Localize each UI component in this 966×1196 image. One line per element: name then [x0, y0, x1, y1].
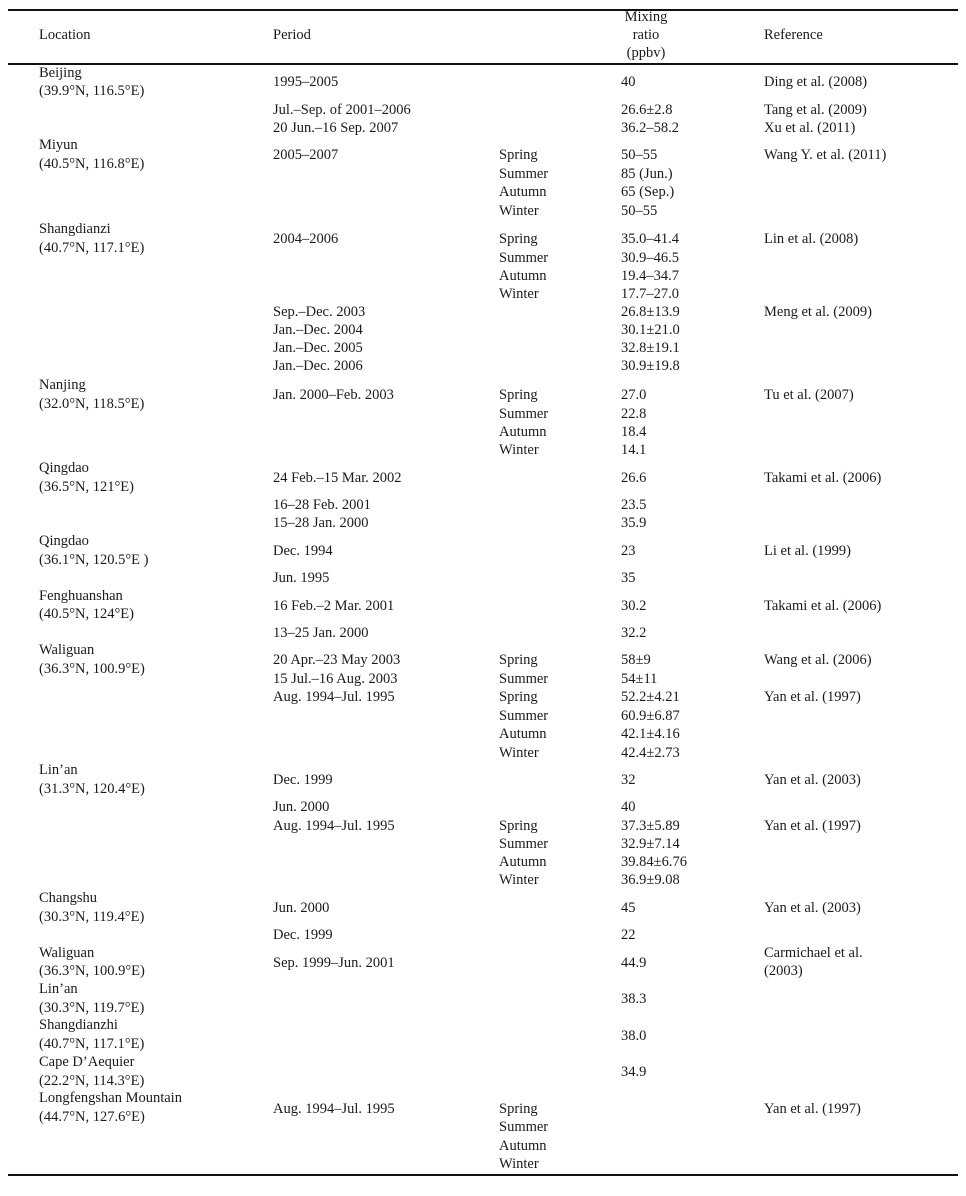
cell-location: (40.7°N, 117.1°E) [39, 240, 145, 256]
cell-reference: Meng et al. (2009) [764, 304, 872, 320]
cell-location: (39.9°N, 116.5°E) [39, 83, 145, 99]
cell-ratio: 40 [621, 799, 636, 815]
cell-reference: Yan et al. (1997) [764, 689, 861, 705]
cell-period: 15 Jul.–16 Aug. 2003 [273, 671, 398, 687]
cell-period: 13–25 Jan. 2000 [273, 625, 369, 641]
header-mixing-ratio-line: Mixing [624, 9, 668, 25]
cell-reference: Tang et al. (2009) [764, 102, 867, 118]
cell-location: (40.7°N, 117.1°E) [39, 1036, 145, 1052]
cell-ratio: 42.4±2.73 [621, 745, 680, 761]
cell-ratio: 22 [621, 927, 636, 943]
cell-season: Autumn [499, 1138, 547, 1154]
cell-ratio: 32.8±19.1 [621, 340, 680, 356]
cell-period: 16 Feb.–2 Mar. 2001 [273, 598, 395, 614]
cell-ratio: 18.4 [621, 424, 647, 440]
cell-ratio: 32.2 [621, 625, 647, 641]
cell-season: Winter [499, 286, 539, 302]
cell-season: Spring [499, 689, 538, 705]
cell-location: Lin’an [39, 762, 78, 778]
cell-ratio: 52.2±4.21 [621, 689, 680, 705]
cell-ratio: 85 (Jun.) [621, 166, 673, 182]
cell-period: Jul.–Sep. of 2001–2006 [273, 102, 411, 118]
cell-ratio: 14.1 [621, 442, 647, 458]
cell-period: 16–28 Feb. 2001 [273, 497, 371, 513]
cell-period: Jan.–Dec. 2005 [273, 340, 363, 356]
header-rule [8, 63, 958, 65]
cell-ratio: 45 [621, 900, 636, 916]
cell-ratio: 50–55 [621, 203, 658, 219]
cell-reference: (2003) [764, 963, 803, 979]
cell-location: Waliguan [39, 642, 95, 658]
cell-reference: Yan et al. (2003) [764, 900, 861, 916]
header-mixing-ratio [600, 8, 692, 62]
cell-ratio: 19.4–34.7 [621, 268, 679, 284]
cell-ratio: 30.1±21.0 [621, 322, 680, 338]
cell-ratio: 30.9–46.5 [621, 250, 679, 266]
cell-ratio: 32 [621, 772, 636, 788]
cell-period: Aug. 1994–Jul. 1995 [273, 818, 395, 834]
cell-location: Waliguan [39, 945, 95, 961]
cell-period: 2005–2007 [273, 147, 339, 163]
cell-ratio: 60.9±6.87 [621, 708, 680, 724]
cell-reference: Yan et al. (2003) [764, 772, 861, 788]
cell-location: (40.5°N, 116.8°E) [39, 156, 145, 172]
cell-ratio: 22.8 [621, 406, 647, 422]
cell-location: Cape D’Aequier [39, 1054, 135, 1070]
cell-location: Shangdianzi [39, 221, 111, 237]
cell-period: 2004–2006 [273, 231, 339, 247]
cell-ratio: 23 [621, 543, 636, 559]
cell-ratio: 36.9±9.08 [621, 872, 680, 888]
cell-season: Winter [499, 872, 539, 888]
cell-season: Spring [499, 387, 538, 403]
cell-season: Summer [499, 671, 549, 687]
top-rule [8, 9, 958, 11]
header-reference: Reference [764, 27, 823, 43]
cell-location: (22.2°N, 114.3°E) [39, 1073, 145, 1089]
cell-location: (36.3°N, 100.9°E) [39, 963, 145, 979]
cell-season: Winter [499, 203, 539, 219]
cell-season: Winter [499, 442, 539, 458]
cell-reference: Wang et al. (2006) [764, 652, 872, 668]
cell-ratio: 32.9±7.14 [621, 836, 680, 852]
cell-location: Longfengshan Mountain [39, 1090, 182, 1106]
cell-ratio: 17.7–27.0 [621, 286, 679, 302]
cell-season: Spring [499, 231, 538, 247]
cell-ratio: 26.8±13.9 [621, 304, 680, 320]
cell-ratio: 54±11 [621, 671, 658, 687]
cell-reference: Ding et al. (2008) [764, 74, 868, 90]
cell-ratio: 30.2 [621, 598, 647, 614]
cell-period: 20 Jun.–16 Sep. 2007 [273, 120, 399, 136]
cell-period: Sep. 1999–Jun. 2001 [273, 955, 395, 971]
cell-reference: Tu et al. (2007) [764, 387, 854, 403]
cell-season: Autumn [499, 854, 547, 870]
cell-period: Jan. 2000–Feb. 2003 [273, 387, 394, 403]
cell-reference: Lin et al. (2008) [764, 231, 859, 247]
cell-ratio: 23.5 [621, 497, 647, 513]
cell-season: Spring [499, 818, 538, 834]
cell-period: 15–28 Jan. 2000 [273, 515, 369, 531]
cell-season: Summer [499, 166, 549, 182]
cell-period: Dec. 1999 [273, 772, 333, 788]
cell-ratio: 27.0 [621, 387, 647, 403]
cell-period: 1995–2005 [273, 74, 339, 90]
cell-ratio: 35.0–41.4 [621, 231, 679, 247]
cell-location: Beijing [39, 65, 82, 81]
cell-ratio: 42.1±4.16 [621, 726, 680, 742]
cell-location: (36.3°N, 100.9°E) [39, 661, 145, 677]
cell-ratio: 30.9±19.8 [621, 358, 680, 374]
cell-location: (30.3°N, 119.4°E) [39, 909, 145, 925]
cell-season: Autumn [499, 424, 547, 440]
cell-period: Aug. 1994–Jul. 1995 [273, 1101, 395, 1117]
cell-ratio: 38.3 [621, 991, 647, 1007]
cell-reference: Takami et al. (2006) [764, 598, 882, 614]
cell-reference: Xu et al. (2011) [764, 120, 856, 136]
header-period: Period [273, 27, 311, 43]
cell-period: Jun. 2000 [273, 900, 330, 916]
cell-ratio: 65 (Sep.) [621, 184, 675, 200]
cell-season: Autumn [499, 726, 547, 742]
cell-location: (44.7°N, 127.6°E) [39, 1109, 145, 1125]
cell-period: Dec. 1994 [273, 543, 333, 559]
cell-location: Lin’an [39, 981, 78, 997]
cell-ratio: 44.9 [621, 955, 647, 971]
cell-period: Dec. 1999 [273, 927, 333, 943]
cell-ratio: 26.6 [621, 470, 647, 486]
cell-location: (32.0°N, 118.5°E) [39, 396, 145, 412]
header-location: Location [39, 27, 91, 43]
cell-location: (40.5°N, 124°E) [39, 606, 134, 622]
cell-ratio: 35 [621, 570, 636, 586]
bottom-rule [8, 1174, 958, 1176]
cell-location: Shangdianzhi [39, 1017, 118, 1033]
cell-ratio: 26.6±2.8 [621, 102, 673, 118]
cell-season: Spring [499, 1101, 538, 1117]
cell-season: Summer [499, 1119, 549, 1135]
cell-location: Qingdao [39, 460, 89, 476]
cell-period: Jun. 1995 [273, 570, 330, 586]
cell-location: Changshu [39, 890, 97, 906]
cell-period: 24 Feb.–15 Mar. 2002 [273, 470, 402, 486]
cell-location: Qingdao [39, 533, 89, 549]
cell-period: Jan.–Dec. 2004 [273, 322, 363, 338]
cell-reference: Carmichael et al. [764, 945, 863, 961]
cell-location: Fenghuanshan [39, 588, 123, 604]
cell-ratio: 39.84±6.76 [621, 854, 687, 870]
cell-period: Sep.–Dec. 2003 [273, 304, 366, 320]
cell-period: 20 Apr.–23 May 2003 [273, 652, 401, 668]
cell-location: Nanjing [39, 377, 86, 393]
cell-season: Summer [499, 708, 549, 724]
cell-location: (36.5°N, 121°E) [39, 479, 134, 495]
cell-period: Aug. 1994–Jul. 1995 [273, 689, 395, 705]
cell-reference: Wang Y. et al. (2011) [764, 147, 887, 163]
cell-location: (30.3°N, 119.7°E) [39, 1000, 145, 1016]
cell-reference: Li et al. (1999) [764, 543, 851, 559]
cell-season: Summer [499, 406, 549, 422]
cell-season: Autumn [499, 184, 547, 200]
cell-location: (36.1°N, 120.5°E ) [39, 552, 149, 568]
cell-reference: Takami et al. (2006) [764, 470, 882, 486]
cell-period: Jun. 2000 [273, 799, 330, 815]
cell-season: Summer [499, 250, 549, 266]
cell-season: Winter [499, 745, 539, 761]
cell-ratio: 37.3±5.89 [621, 818, 680, 834]
cell-reference: Yan et al. (1997) [764, 1101, 861, 1117]
cell-season: Summer [499, 836, 549, 852]
cell-ratio: 38.0 [621, 1028, 647, 1044]
cell-season: Winter [499, 1156, 539, 1172]
cell-ratio: 40 [621, 74, 636, 90]
cell-reference: Yan et al. (1997) [764, 818, 861, 834]
cell-season: Autumn [499, 268, 547, 284]
header-mixing-ratio-line: (ppbv) [626, 45, 666, 61]
cell-ratio: 34.9 [621, 1064, 647, 1080]
cell-season: Spring [499, 652, 538, 668]
cell-ratio: 58±9 [621, 652, 651, 668]
cell-location: (31.3°N, 120.4°E) [39, 781, 145, 797]
cell-ratio: 36.2–58.2 [621, 120, 679, 136]
header-mixing-ratio-line: ratio [632, 27, 660, 43]
cell-ratio: 50–55 [621, 147, 658, 163]
cell-location: Miyun [39, 137, 78, 153]
cell-ratio: 35.9 [621, 515, 647, 531]
cell-period: Jan.–Dec. 2006 [273, 358, 363, 374]
cell-season: Spring [499, 147, 538, 163]
